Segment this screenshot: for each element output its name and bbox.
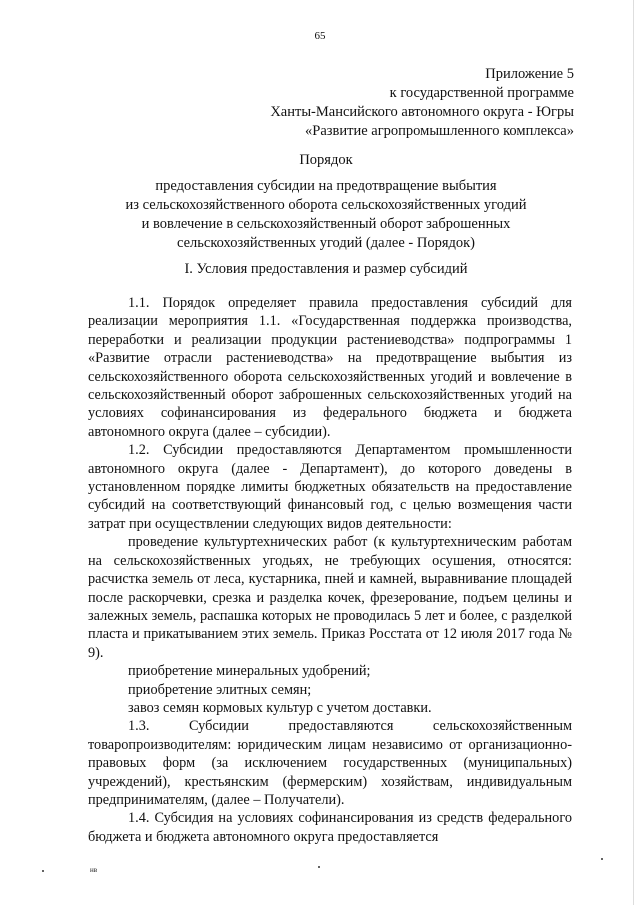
paragraph: 1.3. Субсидии предоставляются сельскохозяйственным товаропроизводителям: юридическим лицам независимо от организационно-правовых форм (за исключением государственных (муниципальных) учреждений), крестьянским (фермерским) хозяйствам, индивидуальным предпринимателям, (далее – Получатели).	[88, 718, 572, 808]
bottom-mark: нв	[90, 866, 98, 874]
title-line: и вовлечение в сельскохозяйственный оборот заброшенных	[141, 216, 511, 232]
paragraph: проведение культуртехнических работ (к культуртехническим работам на сельскохозяйственных угодьях, не требующих осушения, относятся: расчистка земель от леса, кустарника, пней и камней, выравнивание площадей после раскорчевки, срезка и разделка кочек, фрезерование, подъем целины и залежных земель, распашка которых не проводилась 5 лет и более, с разделкой пласта и прикатыванием этих земель. Приказ Росстата от 12 июля 2017 года № 9).	[88, 534, 572, 661]
paragraph: приобретение минеральных удобрений;	[128, 663, 371, 680]
paragraph: 1.2. Субсидии предоставляются Департаментом промышленности автономного округа (далее - Департамент), до которого доведены в установленном порядке лимиты бюджетных обязательств на предоставление субсидий на соответствующий финансовый год, с целью возмещения части затрат при осуществлении следующих видов деятельности:	[88, 442, 572, 532]
paragraph: 1.4. Субсидия на условиях софинансирования из средств федерального бюджета и бюджета автономного округа предоставляется	[88, 810, 572, 845]
title-line: предоставления субсидии на предотвращение выбытия	[155, 178, 497, 194]
document-body	[88, 294, 572, 846]
paragraph: завоз семян кормовых культур с учетом доставки.	[128, 699, 432, 716]
appendix-line: «Развитие агропромышленного комплекса»	[305, 123, 574, 139]
appendix-header	[270, 65, 574, 141]
appendix-line: Ханты-Мансийского автономного округа - Югры	[270, 104, 574, 120]
title-line: из сельскохозяйственного оборота сельскохозяйственных угодий	[125, 197, 527, 213]
title-line: сельскохозяйственных угодий (далее - Порядок)	[176, 235, 476, 251]
document-title	[90, 151, 562, 253]
section-title: I. Условия предоставления и размер субсидий	[184, 261, 468, 277]
appendix-line: Приложение 5	[485, 66, 574, 82]
scan-speck	[601, 858, 603, 860]
scan-speck	[318, 866, 320, 868]
paragraph: 1.1. Порядок определяет правила предоставления субсидий для реализации мероприятия 1.1. «Государственная поддержка производства, переработки и реализации продукции растениеводства» подпрограммы 1 «Развитие отрасли растениеводства» на предотвращение выбытия из сельскохозяйственного оборота сельскохозяйственных угодий и вовлечение в сельскохозяйственный оборот заброшенных сельскохозяйственных угодий на условиях софинансирования из федерального бюджета и бюджета автономного округа (далее – субсидии).	[88, 295, 572, 440]
scan-edge	[633, 0, 634, 905]
page-number: 65	[314, 30, 326, 42]
appendix-line: к государственной программе	[389, 85, 574, 101]
paragraph: приобретение элитных семян;	[128, 681, 312, 698]
title-heading: Порядок	[299, 152, 353, 168]
scan-speck	[42, 870, 44, 872]
